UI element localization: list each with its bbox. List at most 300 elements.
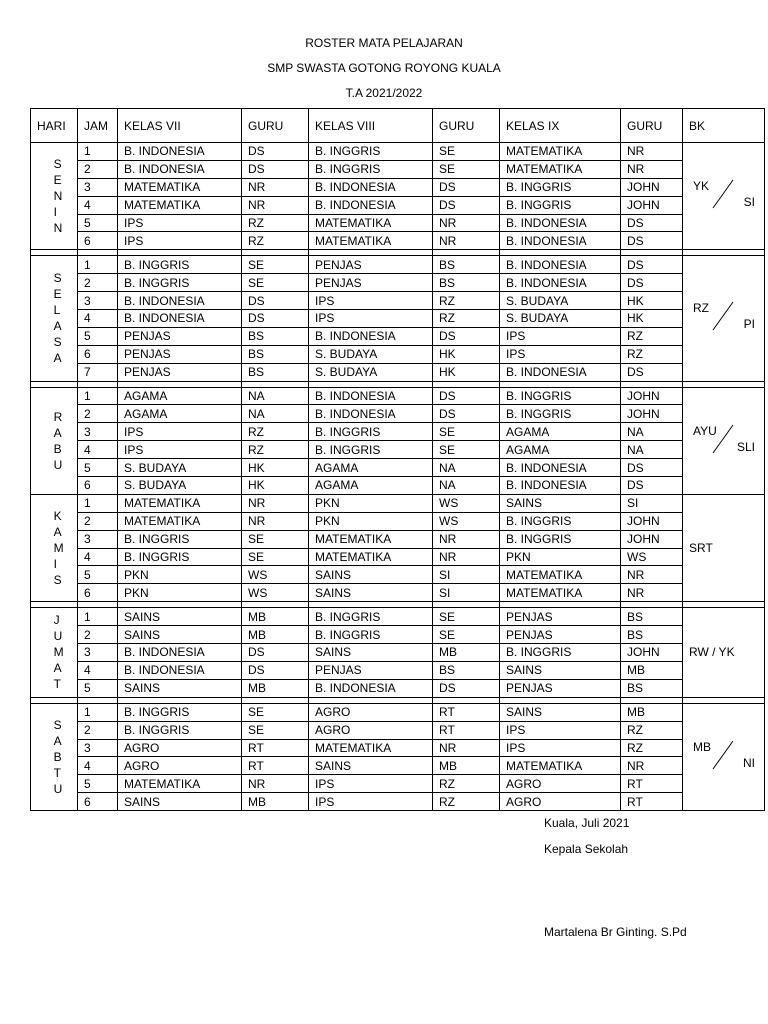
cell-guru-ix: DS: [621, 232, 683, 250]
cell-jam: 6: [78, 584, 118, 602]
table-row: [31, 739, 765, 757]
cell-guru-ix: RT: [621, 775, 683, 793]
cell-kelas-vii: PKN: [118, 566, 242, 584]
bk-counselor-1: YK: [693, 179, 710, 194]
cell-kelas-ix: IPS: [500, 721, 621, 739]
cell-jam: 2: [78, 405, 118, 423]
cell-kelas-vii: MATEMATIKA: [118, 775, 242, 793]
cell-kelas-vii: PKN: [118, 584, 242, 602]
cell-kelas-ix: IPS: [500, 327, 621, 345]
cell-jam: 1: [78, 143, 118, 161]
cell-guru-ix: JOHN: [621, 405, 683, 423]
table-row: [31, 661, 765, 679]
table-row: [31, 679, 765, 697]
day-name: SENIN: [53, 157, 63, 236]
cell-kelas-vii: B. INGGRIS: [118, 274, 242, 292]
cell-kelas-ix: SAINS: [500, 703, 621, 721]
cell-guru-ix: NA: [621, 441, 683, 459]
cell-guru-vii: SE: [242, 721, 309, 739]
cell-jam: 1: [78, 494, 118, 512]
cell-kelas-vii: IPS: [118, 441, 242, 459]
cell-kelas-viii: B. INDONESIA: [309, 387, 433, 405]
table-header-row: [31, 109, 765, 143]
table-row: [31, 608, 765, 626]
cell-kelas-viii: PENJAS: [309, 256, 433, 274]
cell-guru-ix: NR: [621, 143, 683, 161]
table-row: [31, 530, 765, 548]
cell-guru-viii: SE: [433, 608, 500, 626]
cell-guru-viii: NR: [433, 530, 500, 548]
slash-divider: [709, 735, 739, 775]
cell-kelas-ix: B. INGGRIS: [500, 405, 621, 423]
cell-kelas-viii: MATEMATIKA: [309, 214, 433, 232]
cell-guru-viii: RZ: [433, 793, 500, 811]
cell-guru-viii: SE: [433, 441, 500, 459]
bk-cell: [683, 494, 765, 601]
cell-guru-vii: NR: [242, 178, 309, 196]
cell-jam: 1: [78, 703, 118, 721]
cell-kelas-viii: B. INGGRIS: [309, 143, 433, 161]
cell-guru-ix: NR: [621, 160, 683, 178]
cell-guru-vii: BS: [242, 345, 309, 363]
day-name-cell: [31, 256, 78, 381]
cell-kelas-ix: S. BUDAYA: [500, 310, 621, 328]
cell-kelas-ix: S. BUDAYA: [500, 292, 621, 310]
cell-jam: 4: [78, 661, 118, 679]
slash-divider: [709, 174, 739, 214]
cell-kelas-ix: B. INDONESIA: [500, 459, 621, 477]
cell-kelas-ix: IPS: [500, 345, 621, 363]
cell-kelas-viii: PKN: [309, 512, 433, 530]
cell-guru-vii: MB: [242, 626, 309, 644]
cell-jam: 4: [78, 548, 118, 566]
cell-guru-viii: HK: [433, 345, 500, 363]
cell-kelas-vii: PENJAS: [118, 345, 242, 363]
table-row: [31, 292, 765, 310]
cell-kelas-ix: MATEMATIKA: [500, 757, 621, 775]
cell-guru-vii: RZ: [242, 423, 309, 441]
cell-jam: 6: [78, 477, 118, 495]
cell-kelas-ix: MATEMATIKA: [500, 160, 621, 178]
cell-kelas-ix: B. INGGRIS: [500, 512, 621, 530]
cell-kelas-viii: SAINS: [309, 644, 433, 662]
table-row: [31, 423, 765, 441]
cell-kelas-viii: B. INDONESIA: [309, 327, 433, 345]
cell-guru-vii: RZ: [242, 441, 309, 459]
cell-guru-ix: NR: [621, 584, 683, 602]
bk-counselor-1: RZ: [693, 301, 709, 316]
cell-jam: 4: [78, 310, 118, 328]
cell-guru-vii: RT: [242, 739, 309, 757]
cell-guru-vii: WS: [242, 566, 309, 584]
cell-guru-vii: NR: [242, 512, 309, 530]
cell-kelas-ix: SAINS: [500, 494, 621, 512]
table-row: [31, 256, 765, 274]
cell-guru-viii: WS: [433, 494, 500, 512]
day-name-cell: [31, 703, 78, 810]
cell-guru-viii: DS: [433, 679, 500, 697]
cell-kelas-ix: AGAMA: [500, 441, 621, 459]
cell-kelas-vii: B. INGGRIS: [118, 703, 242, 721]
cell-guru-viii: SI: [433, 566, 500, 584]
cell-kelas-viii: SAINS: [309, 757, 433, 775]
cell-kelas-viii: MATEMATIKA: [309, 530, 433, 548]
cell-kelas-viii: SAINS: [309, 566, 433, 584]
cell-guru-vii: DS: [242, 143, 309, 161]
cell-guru-vii: NA: [242, 387, 309, 405]
col-header-guru-vii: GURU: [242, 109, 309, 143]
table-row: [31, 459, 765, 477]
title-line-3: T.A 2021/2022: [345, 86, 423, 100]
cell-guru-viii: BS: [433, 274, 500, 292]
table-row: [31, 405, 765, 423]
cell-kelas-vii: B. INGGRIS: [118, 721, 242, 739]
cell-kelas-vii: MATEMATIKA: [118, 178, 242, 196]
cell-guru-viii: NR: [433, 232, 500, 250]
cell-kelas-vii: AGRO: [118, 739, 242, 757]
col-header-kelas-vii: KELAS VII: [118, 109, 242, 143]
cell-kelas-vii: PENJAS: [118, 363, 242, 381]
cell-guru-ix: RZ: [621, 345, 683, 363]
cell-guru-viii: NR: [433, 214, 500, 232]
table-row: [31, 178, 765, 196]
cell-guru-ix: JOHN: [621, 196, 683, 214]
day-name-cell: [31, 143, 78, 250]
bk-counselor: RW / YK: [689, 645, 735, 660]
cell-guru-vii: DS: [242, 310, 309, 328]
cell-kelas-vii: PENJAS: [118, 327, 242, 345]
table-row: [31, 644, 765, 662]
cell-jam: 6: [78, 793, 118, 811]
cell-jam: 5: [78, 679, 118, 697]
cell-guru-vii: SE: [242, 256, 309, 274]
cell-jam: 4: [78, 757, 118, 775]
cell-kelas-vii: SAINS: [118, 679, 242, 697]
cell-kelas-ix: B. INDONESIA: [500, 363, 621, 381]
cell-kelas-ix: MATEMATIKA: [500, 566, 621, 584]
cell-guru-vii: RT: [242, 757, 309, 775]
bk-pair: [689, 735, 759, 775]
cell-kelas-vii: B. INGGRIS: [118, 548, 242, 566]
table-row: [31, 441, 765, 459]
cell-jam: 2: [78, 512, 118, 530]
cell-kelas-viii: SAINS: [309, 584, 433, 602]
roster-body: [31, 143, 765, 811]
cell-jam: 3: [78, 739, 118, 757]
table-row: [31, 548, 765, 566]
footer-place-date: Kuala, Juli 2021: [544, 816, 630, 830]
col-header-kelas-ix: KELAS IX: [500, 109, 621, 143]
bk-pair: [689, 174, 759, 214]
table-row: [31, 494, 765, 512]
cell-kelas-ix: B. INDONESIA: [500, 274, 621, 292]
cell-kelas-ix: B. INDONESIA: [500, 232, 621, 250]
title-line-2: SMP SWASTA GOTONG ROYONG KUALA: [267, 61, 501, 75]
cell-kelas-viii: IPS: [309, 292, 433, 310]
table-row: [31, 363, 765, 381]
bk-pair: [689, 419, 759, 459]
cell-kelas-vii: SAINS: [118, 608, 242, 626]
cell-kelas-vii: S. BUDAYA: [118, 477, 242, 495]
footer-signatory-name: Martalena Br Ginting. S.Pd: [544, 925, 687, 939]
cell-guru-ix: MB: [621, 661, 683, 679]
cell-guru-vii: WS: [242, 584, 309, 602]
cell-kelas-ix: MATEMATIKA: [500, 143, 621, 161]
cell-jam: 3: [78, 178, 118, 196]
cell-kelas-viii: B. INGGRIS: [309, 423, 433, 441]
cell-guru-ix: JOHN: [621, 644, 683, 662]
cell-guru-vii: DS: [242, 661, 309, 679]
cell-guru-viii: WS: [433, 512, 500, 530]
cell-kelas-viii: PENJAS: [309, 274, 433, 292]
cell-kelas-vii: B. INDONESIA: [118, 310, 242, 328]
cell-kelas-vii: B. INDONESIA: [118, 644, 242, 662]
cell-guru-vii: MB: [242, 793, 309, 811]
cell-kelas-vii: B. INDONESIA: [118, 292, 242, 310]
table-row: [31, 345, 765, 363]
cell-guru-vii: NR: [242, 775, 309, 793]
footer-position: Kepala Sekolah: [544, 842, 629, 856]
cell-guru-viii: RT: [433, 703, 500, 721]
col-header-bk: BK: [683, 109, 765, 143]
cell-guru-viii: RT: [433, 721, 500, 739]
cell-guru-ix: BS: [621, 608, 683, 626]
cell-guru-ix: NR: [621, 566, 683, 584]
cell-kelas-viii: S. BUDAYA: [309, 363, 433, 381]
table-row: [31, 775, 765, 793]
col-header-hari: HARI: [31, 109, 78, 143]
cell-kelas-vii: IPS: [118, 232, 242, 250]
cell-kelas-viii: AGAMA: [309, 477, 433, 495]
table-row: [31, 310, 765, 328]
cell-guru-ix: DS: [621, 214, 683, 232]
cell-jam: 3: [78, 530, 118, 548]
cell-kelas-ix: B. INGGRIS: [500, 178, 621, 196]
cell-kelas-vii: B. INDONESIA: [118, 143, 242, 161]
cell-guru-viii: HK: [433, 363, 500, 381]
col-header-guru-ix: GURU: [621, 109, 683, 143]
cell-guru-ix: RZ: [621, 327, 683, 345]
table-row: [31, 757, 765, 775]
cell-guru-vii: BS: [242, 363, 309, 381]
cell-kelas-ix: MATEMATIKA: [500, 584, 621, 602]
cell-jam: 3: [78, 644, 118, 662]
title-line-1: ROSTER MATA PELAJARAN: [305, 36, 463, 50]
cell-guru-viii: SE: [433, 160, 500, 178]
bk-cell: [683, 387, 765, 494]
cell-kelas-vii: AGRO: [118, 757, 242, 775]
cell-guru-vii: NA: [242, 405, 309, 423]
bk-counselor-1: MB: [693, 739, 711, 754]
cell-guru-viii: SE: [433, 626, 500, 644]
cell-kelas-vii: IPS: [118, 423, 242, 441]
cell-guru-vii: HK: [242, 477, 309, 495]
cell-kelas-vii: AGAMA: [118, 387, 242, 405]
cell-guru-ix: MB: [621, 703, 683, 721]
cell-guru-ix: DS: [621, 256, 683, 274]
cell-jam: 2: [78, 160, 118, 178]
cell-guru-ix: SI: [621, 494, 683, 512]
cell-kelas-vii: MATEMATIKA: [118, 512, 242, 530]
table-row: [31, 160, 765, 178]
cell-guru-viii: BS: [433, 661, 500, 679]
cell-guru-vii: MB: [242, 679, 309, 697]
slash-divider: [709, 296, 739, 336]
cell-jam: 7: [78, 363, 118, 381]
bk-counselor-1: AYU: [693, 423, 717, 438]
cell-kelas-viii: B. INGGRIS: [309, 441, 433, 459]
bk-pair: [689, 296, 759, 336]
cell-jam: 2: [78, 274, 118, 292]
table-row: [31, 214, 765, 232]
col-header-jam: JAM: [78, 109, 118, 143]
table-row: [31, 721, 765, 739]
roster-table: [30, 108, 765, 811]
bk-cell: [683, 256, 765, 381]
cell-guru-viii: NR: [433, 548, 500, 566]
cell-kelas-viii: B. INGGRIS: [309, 626, 433, 644]
cell-kelas-ix: AGAMA: [500, 423, 621, 441]
cell-guru-ix: RT: [621, 793, 683, 811]
cell-kelas-viii: IPS: [309, 793, 433, 811]
cell-kelas-viii: S. BUDAYA: [309, 345, 433, 363]
cell-kelas-vii: SAINS: [118, 626, 242, 644]
cell-jam: 6: [78, 232, 118, 250]
cell-guru-vii: RZ: [242, 232, 309, 250]
slash-divider: [709, 419, 739, 459]
cell-guru-ix: WS: [621, 548, 683, 566]
cell-guru-viii: NR: [433, 739, 500, 757]
cell-jam: 3: [78, 423, 118, 441]
cell-kelas-ix: PKN: [500, 548, 621, 566]
bk-counselor-2: NI: [743, 755, 755, 770]
cell-guru-viii: DS: [433, 387, 500, 405]
bk-cell: [683, 143, 765, 250]
cell-guru-ix: HK: [621, 310, 683, 328]
cell-guru-viii: NA: [433, 477, 500, 495]
day-name: JUMAT: [53, 613, 64, 692]
cell-kelas-vii: B. INGGRIS: [118, 530, 242, 548]
cell-guru-viii: DS: [433, 327, 500, 345]
table-row: [31, 196, 765, 214]
cell-kelas-viii: MATEMATIKA: [309, 232, 433, 250]
cell-guru-viii: DS: [433, 196, 500, 214]
cell-jam: 1: [78, 256, 118, 274]
cell-jam: 5: [78, 214, 118, 232]
day-name: SELASA: [53, 271, 62, 366]
cell-kelas-viii: PENJAS: [309, 661, 433, 679]
table-row: [31, 566, 765, 584]
cell-guru-vii: RZ: [242, 214, 309, 232]
cell-guru-ix: JOHN: [621, 530, 683, 548]
cell-guru-ix: RZ: [621, 721, 683, 739]
cell-guru-vii: SE: [242, 274, 309, 292]
bk-counselor-2: PI: [743, 317, 755, 332]
cell-guru-viii: SE: [433, 143, 500, 161]
cell-kelas-vii: MATEMATIKA: [118, 196, 242, 214]
day-name-cell: [31, 608, 78, 697]
day-name-cell: [31, 494, 78, 601]
cell-guru-vii: DS: [242, 160, 309, 178]
cell-guru-viii: DS: [433, 178, 500, 196]
cell-guru-vii: HK: [242, 459, 309, 477]
cell-guru-ix: HK: [621, 292, 683, 310]
cell-kelas-viii: IPS: [309, 775, 433, 793]
cell-guru-vii: SE: [242, 530, 309, 548]
cell-kelas-ix: B. INGGRIS: [500, 530, 621, 548]
cell-kelas-ix: IPS: [500, 739, 621, 757]
table-row: [31, 232, 765, 250]
cell-kelas-viii: AGAMA: [309, 459, 433, 477]
cell-kelas-viii: B. INDONESIA: [309, 679, 433, 697]
day-name-cell: [31, 387, 78, 494]
cell-kelas-vii: B. INDONESIA: [118, 661, 242, 679]
cell-kelas-viii: B. INDONESIA: [309, 196, 433, 214]
cell-guru-ix: NA: [621, 423, 683, 441]
cell-guru-viii: SI: [433, 584, 500, 602]
day-name: KAMIS: [53, 509, 64, 588]
col-header-guru-viii: GURU: [433, 109, 500, 143]
cell-kelas-viii: B. INDONESIA: [309, 178, 433, 196]
cell-guru-vii: BS: [242, 327, 309, 345]
cell-guru-viii: MB: [433, 757, 500, 775]
cell-guru-ix: DS: [621, 363, 683, 381]
table-row: [31, 477, 765, 495]
cell-guru-vii: NR: [242, 196, 309, 214]
cell-kelas-vii: B. INDONESIA: [118, 160, 242, 178]
cell-kelas-ix: AGRO: [500, 775, 621, 793]
cell-kelas-ix: B. INDONESIA: [500, 214, 621, 232]
cell-kelas-ix: B. INGGRIS: [500, 387, 621, 405]
table-row: [31, 143, 765, 161]
cell-kelas-viii: AGRO: [309, 721, 433, 739]
cell-guru-viii: RZ: [433, 292, 500, 310]
cell-jam: 1: [78, 387, 118, 405]
day-name: SABTU: [53, 717, 63, 796]
cell-kelas-ix: B. INGGRIS: [500, 644, 621, 662]
cell-kelas-viii: MATEMATIKA: [309, 548, 433, 566]
cell-kelas-viii: B. INDONESIA: [309, 405, 433, 423]
cell-kelas-vii: AGAMA: [118, 405, 242, 423]
cell-kelas-ix: B. INDONESIA: [500, 477, 621, 495]
cell-kelas-ix: AGRO: [500, 793, 621, 811]
cell-guru-ix: JOHN: [621, 512, 683, 530]
cell-kelas-vii: SAINS: [118, 793, 242, 811]
cell-kelas-viii: B. INGGRIS: [309, 608, 433, 626]
cell-guru-ix: BS: [621, 626, 683, 644]
cell-kelas-vii: B. INGGRIS: [118, 256, 242, 274]
cell-kelas-vii: MATEMATIKA: [118, 494, 242, 512]
table-row: [31, 512, 765, 530]
cell-jam: 1: [78, 608, 118, 626]
cell-guru-viii: RZ: [433, 775, 500, 793]
bk-counselor-2: SLI: [736, 439, 755, 454]
cell-kelas-ix: PENJAS: [500, 679, 621, 697]
cell-jam: 4: [78, 441, 118, 459]
cell-jam: 6: [78, 345, 118, 363]
cell-guru-vii: DS: [242, 644, 309, 662]
cell-jam: 5: [78, 566, 118, 584]
cell-guru-ix: JOHN: [621, 387, 683, 405]
bk-cell: [683, 608, 765, 697]
bk-counselor: SRT: [689, 541, 713, 556]
cell-kelas-ix: PENJAS: [500, 626, 621, 644]
col-header-kelas-viii: KELAS VIII: [309, 109, 433, 143]
cell-kelas-vii: S. BUDAYA: [118, 459, 242, 477]
cell-guru-viii: SE: [433, 423, 500, 441]
cell-kelas-ix: B. INGGRIS: [500, 196, 621, 214]
cell-guru-vii: MB: [242, 608, 309, 626]
